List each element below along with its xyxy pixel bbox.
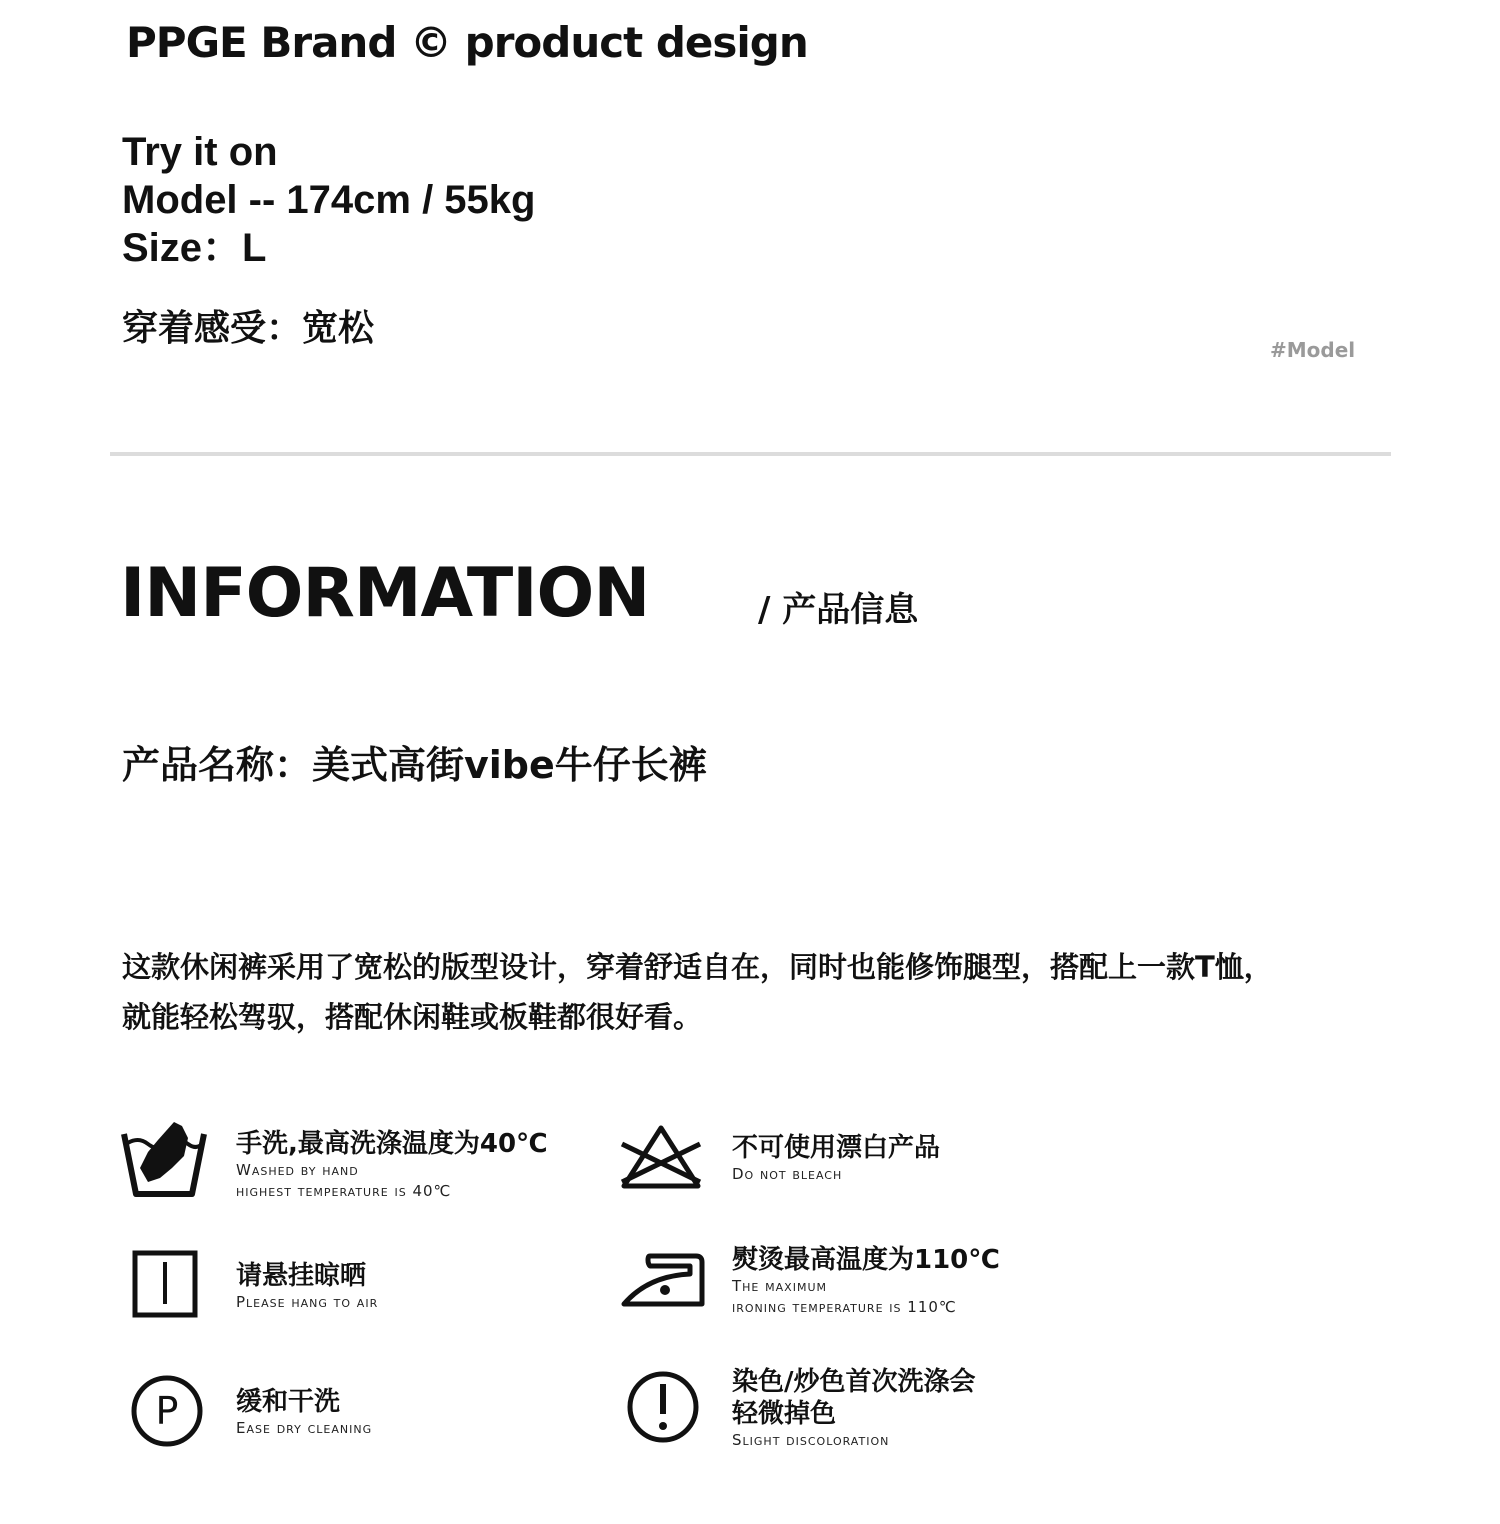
care-subtitle: The maximum	[732, 1277, 827, 1295]
care-title: 熨烫最高温度为110℃	[732, 1245, 1000, 1275]
care-title: 手洗,最高洗涤温度为40℃	[236, 1129, 548, 1159]
product-name: 产品名称：美式高街vibe牛仔长裤	[122, 743, 707, 787]
care-title: 缓和干洗	[236, 1387, 341, 1417]
information-title: INFORMATION	[120, 554, 650, 633]
care-title: 染色/炒色首次洗涤会	[732, 1367, 976, 1397]
care-subtitle: Do not bleach	[732, 1165, 843, 1183]
wear-feel: 穿着感受：宽松	[122, 308, 375, 349]
care-title: 请悬挂晾晒	[236, 1261, 367, 1291]
description-line: 就能轻松驾驭，搭配休闲鞋或板鞋都很好看。	[122, 1000, 703, 1034]
information-subtitle: / 产品信息	[758, 590, 919, 630]
product-description	[122, 942, 1392, 1042]
warning-icon	[626, 1370, 700, 1444]
try-on-block	[122, 128, 535, 272]
description-line: 这款休闲裤采用了宽松的版型设计，穿着舒适自在，同时也能修饰腿型，搭配上一款T恤，	[122, 950, 1273, 984]
care-subtitle: Please hang to air	[236, 1293, 379, 1311]
model-measurements: Model -- 174cm / 55kg	[122, 178, 536, 222]
no-bleach-icon	[618, 1124, 704, 1190]
model-tag: #Model	[1270, 338, 1356, 362]
care-subtitle: Washed by hand	[236, 1161, 359, 1179]
section-divider	[110, 452, 1391, 456]
try-on-title: Try it on	[122, 130, 278, 174]
hand-wash-icon	[118, 1116, 210, 1200]
care-subtitle: highest temperature is 40℃	[236, 1182, 452, 1200]
iron-icon	[620, 1252, 706, 1308]
care-title: 不可使用漂白产品	[732, 1133, 941, 1163]
care-subtitle: Slight discoloration	[732, 1431, 890, 1449]
hang-dry-icon	[132, 1250, 198, 1318]
care-title-line2: 轻微掉色	[732, 1399, 837, 1429]
dry-clean-p-icon	[130, 1374, 204, 1448]
care-subtitle: Ease dry cleaning	[236, 1419, 373, 1437]
brand-heading: PPGE Brand © product design	[126, 18, 808, 67]
size-label: Size：L	[122, 226, 267, 270]
svg-text:P: P	[155, 1389, 179, 1433]
care-subtitle: ironing temperature is 110℃	[732, 1298, 957, 1316]
